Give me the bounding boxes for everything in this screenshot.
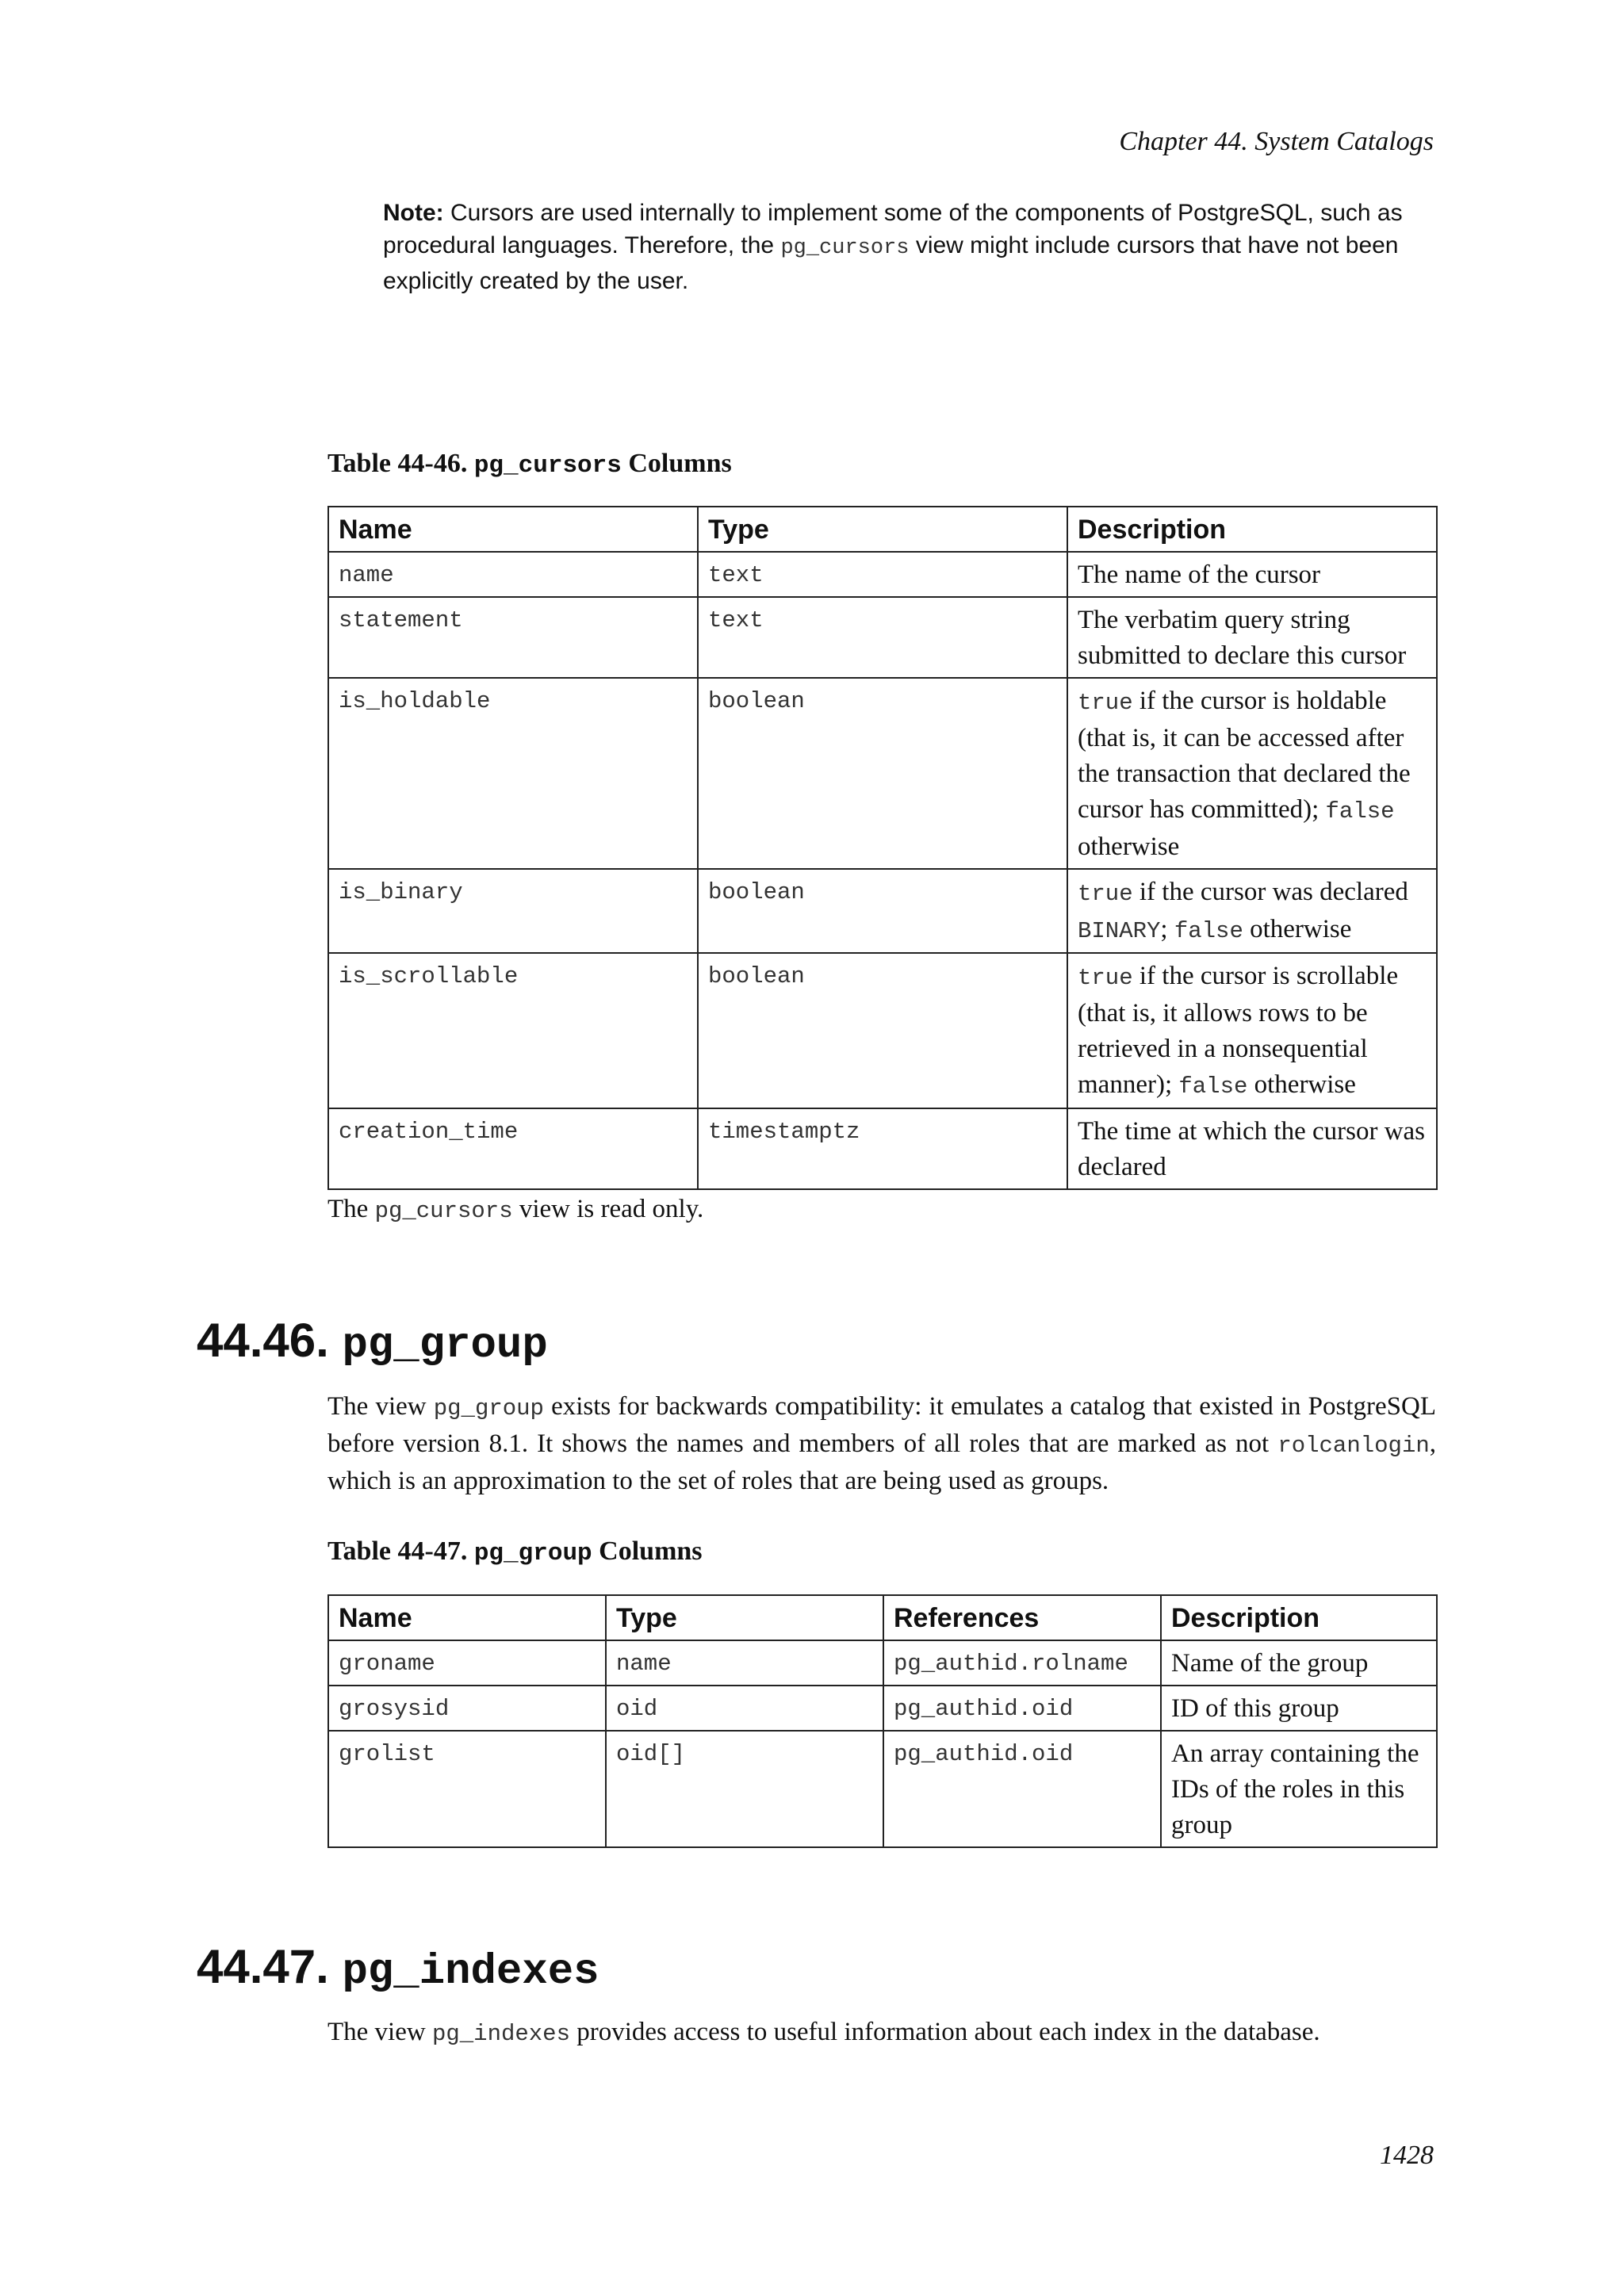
table-row <box>328 678 1437 869</box>
cell-description <box>1067 552 1437 597</box>
cell-type: oid[] <box>606 1731 883 1847</box>
cell-name: name <box>328 552 698 597</box>
section-title-pg-group <box>197 1313 548 1370</box>
cell-name: is_holdable <box>328 678 698 869</box>
cell-type: text <box>698 597 1067 678</box>
page-number: 1428 <box>1380 2141 1434 2170</box>
readonly-text-1: The <box>327 1195 375 1223</box>
cell-references: pg_authid.oid <box>883 1686 1161 1731</box>
cell-type: timestamptz <box>698 1108 1067 1189</box>
readonly-code: pg_cursors <box>374 1198 513 1224</box>
column-header: Description <box>1067 507 1437 552</box>
inline-code: false <box>1174 918 1243 944</box>
note-label: Note: <box>383 200 444 226</box>
inline-code: false <box>1178 1073 1248 1100</box>
text-segment: otherwise <box>1078 832 1180 861</box>
text-segment: The time at which the cursor was declared <box>1078 1117 1426 1181</box>
inline-code: true <box>1078 965 1133 991</box>
text-segment: exists for backwards compatibility: it emulates a catalog that existed in PostgreSQL before version 8.1. It shows the names and members of all roles that are marked as not <box>327 1392 1436 1458</box>
caption-code: pg_cursors <box>473 452 622 480</box>
cell-description <box>1067 1108 1437 1189</box>
section-number: 44.47. <box>197 1940 329 1993</box>
note-text-2: view might include cursors that have not been explicitly created by the user. <box>383 232 1399 294</box>
text-segment: , which is an approximation to the set of roles that are being used as groups. <box>327 1429 1436 1495</box>
inline-code: false <box>1325 798 1395 825</box>
table-row <box>328 552 1437 597</box>
cell-description: An array containing the IDs of the roles in this group <box>1161 1731 1437 1847</box>
cell-references: pg_authid.oid <box>883 1731 1161 1847</box>
text-segment: if the cursor is scrollable (that is, it allows rows to be retrieved in a nonsequential manner); <box>1078 962 1399 1099</box>
cell-type: boolean <box>698 678 1067 869</box>
caption-prefix: Table 44-47. <box>327 1536 474 1566</box>
table-header-row <box>328 1595 1437 1640</box>
table-row <box>328 597 1437 678</box>
column-header: References <box>883 1595 1161 1640</box>
inline-code: true <box>1078 881 1133 907</box>
table-row <box>328 1108 1437 1189</box>
text-segment: The view <box>327 2018 432 2046</box>
cell-type: oid <box>606 1686 883 1731</box>
inline-code: pg_indexes <box>431 2021 570 2047</box>
cell-type: boolean <box>698 869 1067 953</box>
cell-name: grolist <box>328 1731 606 1847</box>
text-segment: provides access to useful information about each index in the database. <box>569 2018 1320 2046</box>
inline-code: BINARY <box>1078 918 1161 944</box>
pg-group-paragraph <box>327 1389 1436 1499</box>
text-segment: The verbatim query string submitted to declare this cursor <box>1078 606 1407 670</box>
table-row <box>328 869 1437 953</box>
table-header-row <box>328 507 1437 552</box>
text-segment: if the cursor is holdable (that is, it can be accessed after the transaction that declared the cursor has committed); <box>1078 687 1411 824</box>
caption-suffix: Columns <box>592 1536 703 1566</box>
column-header: Description <box>1161 1595 1437 1640</box>
cell-description <box>1067 597 1437 678</box>
table-row <box>328 1686 1437 1731</box>
section-name: pg_group <box>342 1322 548 1370</box>
cell-description: ID of this group <box>1161 1686 1437 1731</box>
cell-description <box>1067 678 1437 869</box>
inline-code: rolcanlogin <box>1277 1433 1430 1459</box>
readonly-paragraph <box>327 1192 1436 1229</box>
cell-references: pg_authid.rolname <box>883 1640 1161 1686</box>
text-segment: if the cursor was declared <box>1132 878 1408 906</box>
section-title-pg-indexes <box>197 1939 599 1996</box>
pg-indexes-paragraph <box>327 2015 1436 2052</box>
text-segment: The name of the cursor <box>1078 561 1321 589</box>
caption-code: pg_group <box>473 1540 592 1567</box>
caption-prefix: Table 44-46. <box>327 449 474 478</box>
column-header: Type <box>698 507 1067 552</box>
cell-type: name <box>606 1640 883 1686</box>
table-row <box>328 953 1437 1108</box>
inline-code: true <box>1078 690 1133 716</box>
cell-description <box>1067 869 1437 953</box>
text-segment: The view <box>327 1392 434 1421</box>
cell-name: grosysid <box>328 1686 606 1731</box>
column-header: Type <box>606 1595 883 1640</box>
cell-description: Name of the group <box>1161 1640 1437 1686</box>
table-pg-group <box>327 1594 1438 1848</box>
note-code: pg_cursors <box>780 236 910 260</box>
table-group-caption <box>327 1536 703 1567</box>
text-segment: otherwise <box>1247 1070 1356 1099</box>
table-row <box>328 1731 1437 1847</box>
cell-name: is_scrollable <box>328 953 698 1108</box>
cell-description <box>1067 953 1437 1108</box>
chapter-header: Chapter 44. System Catalogs <box>1119 127 1434 156</box>
section-name: pg_indexes <box>342 1948 599 1996</box>
inline-code: pg_group <box>433 1395 544 1422</box>
cell-type: text <box>698 552 1067 597</box>
table-pg-cursors <box>327 506 1438 1190</box>
section-number: 44.46. <box>197 1314 329 1367</box>
caption-suffix: Columns <box>621 449 732 478</box>
column-header: Name <box>328 1595 606 1640</box>
text-segment: otherwise <box>1243 915 1352 943</box>
cell-name: groname <box>328 1640 606 1686</box>
readonly-text-2: view is read only. <box>512 1195 704 1223</box>
cell-name: is_binary <box>328 869 698 953</box>
cell-type: boolean <box>698 953 1067 1108</box>
note-block <box>383 197 1434 297</box>
table-row <box>328 1640 1437 1686</box>
text-segment: ; <box>1160 915 1174 943</box>
cell-name: creation_time <box>328 1108 698 1189</box>
column-header: Name <box>328 507 698 552</box>
note-text-1: Cursors are used internally to implement some of the components of PostgreSQL, such as procedural languages. Therefore, the <box>383 200 1403 258</box>
cell-name: statement <box>328 597 698 678</box>
table-cursors-caption <box>327 449 732 480</box>
